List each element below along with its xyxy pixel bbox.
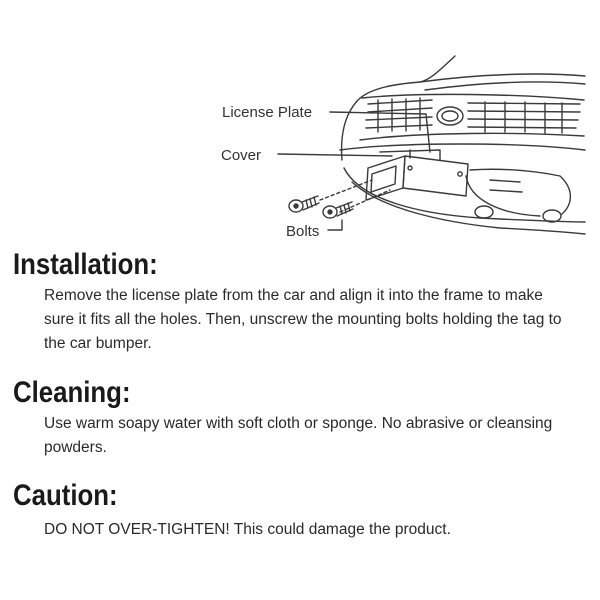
installation-text: Remove the license plate from the car and align it into the frame to make sure it fits all the holes. Then, unscrew the mounting bolts holding the tag to the car bumper. (44, 287, 562, 352)
installation-heading: Installation: (13, 248, 158, 281)
callout-leader-lines (278, 112, 430, 230)
car-front-illustration (340, 56, 585, 234)
cover-label: Cover (221, 147, 262, 164)
cleaning-heading: Cleaning: (13, 376, 131, 409)
bolts-label: Bolts (286, 223, 320, 240)
caution-text: DO NOT OVER-TIGHTEN! This could damage the product. (44, 521, 451, 538)
cleaning-text: Use warm soapy water with soft cloth or sponge. No abrasive or cleansing powders. (44, 415, 553, 456)
caution-heading: Caution: (13, 479, 118, 512)
license-plate-label: License Plate (222, 104, 313, 121)
installation-diagram (0, 0, 600, 250)
